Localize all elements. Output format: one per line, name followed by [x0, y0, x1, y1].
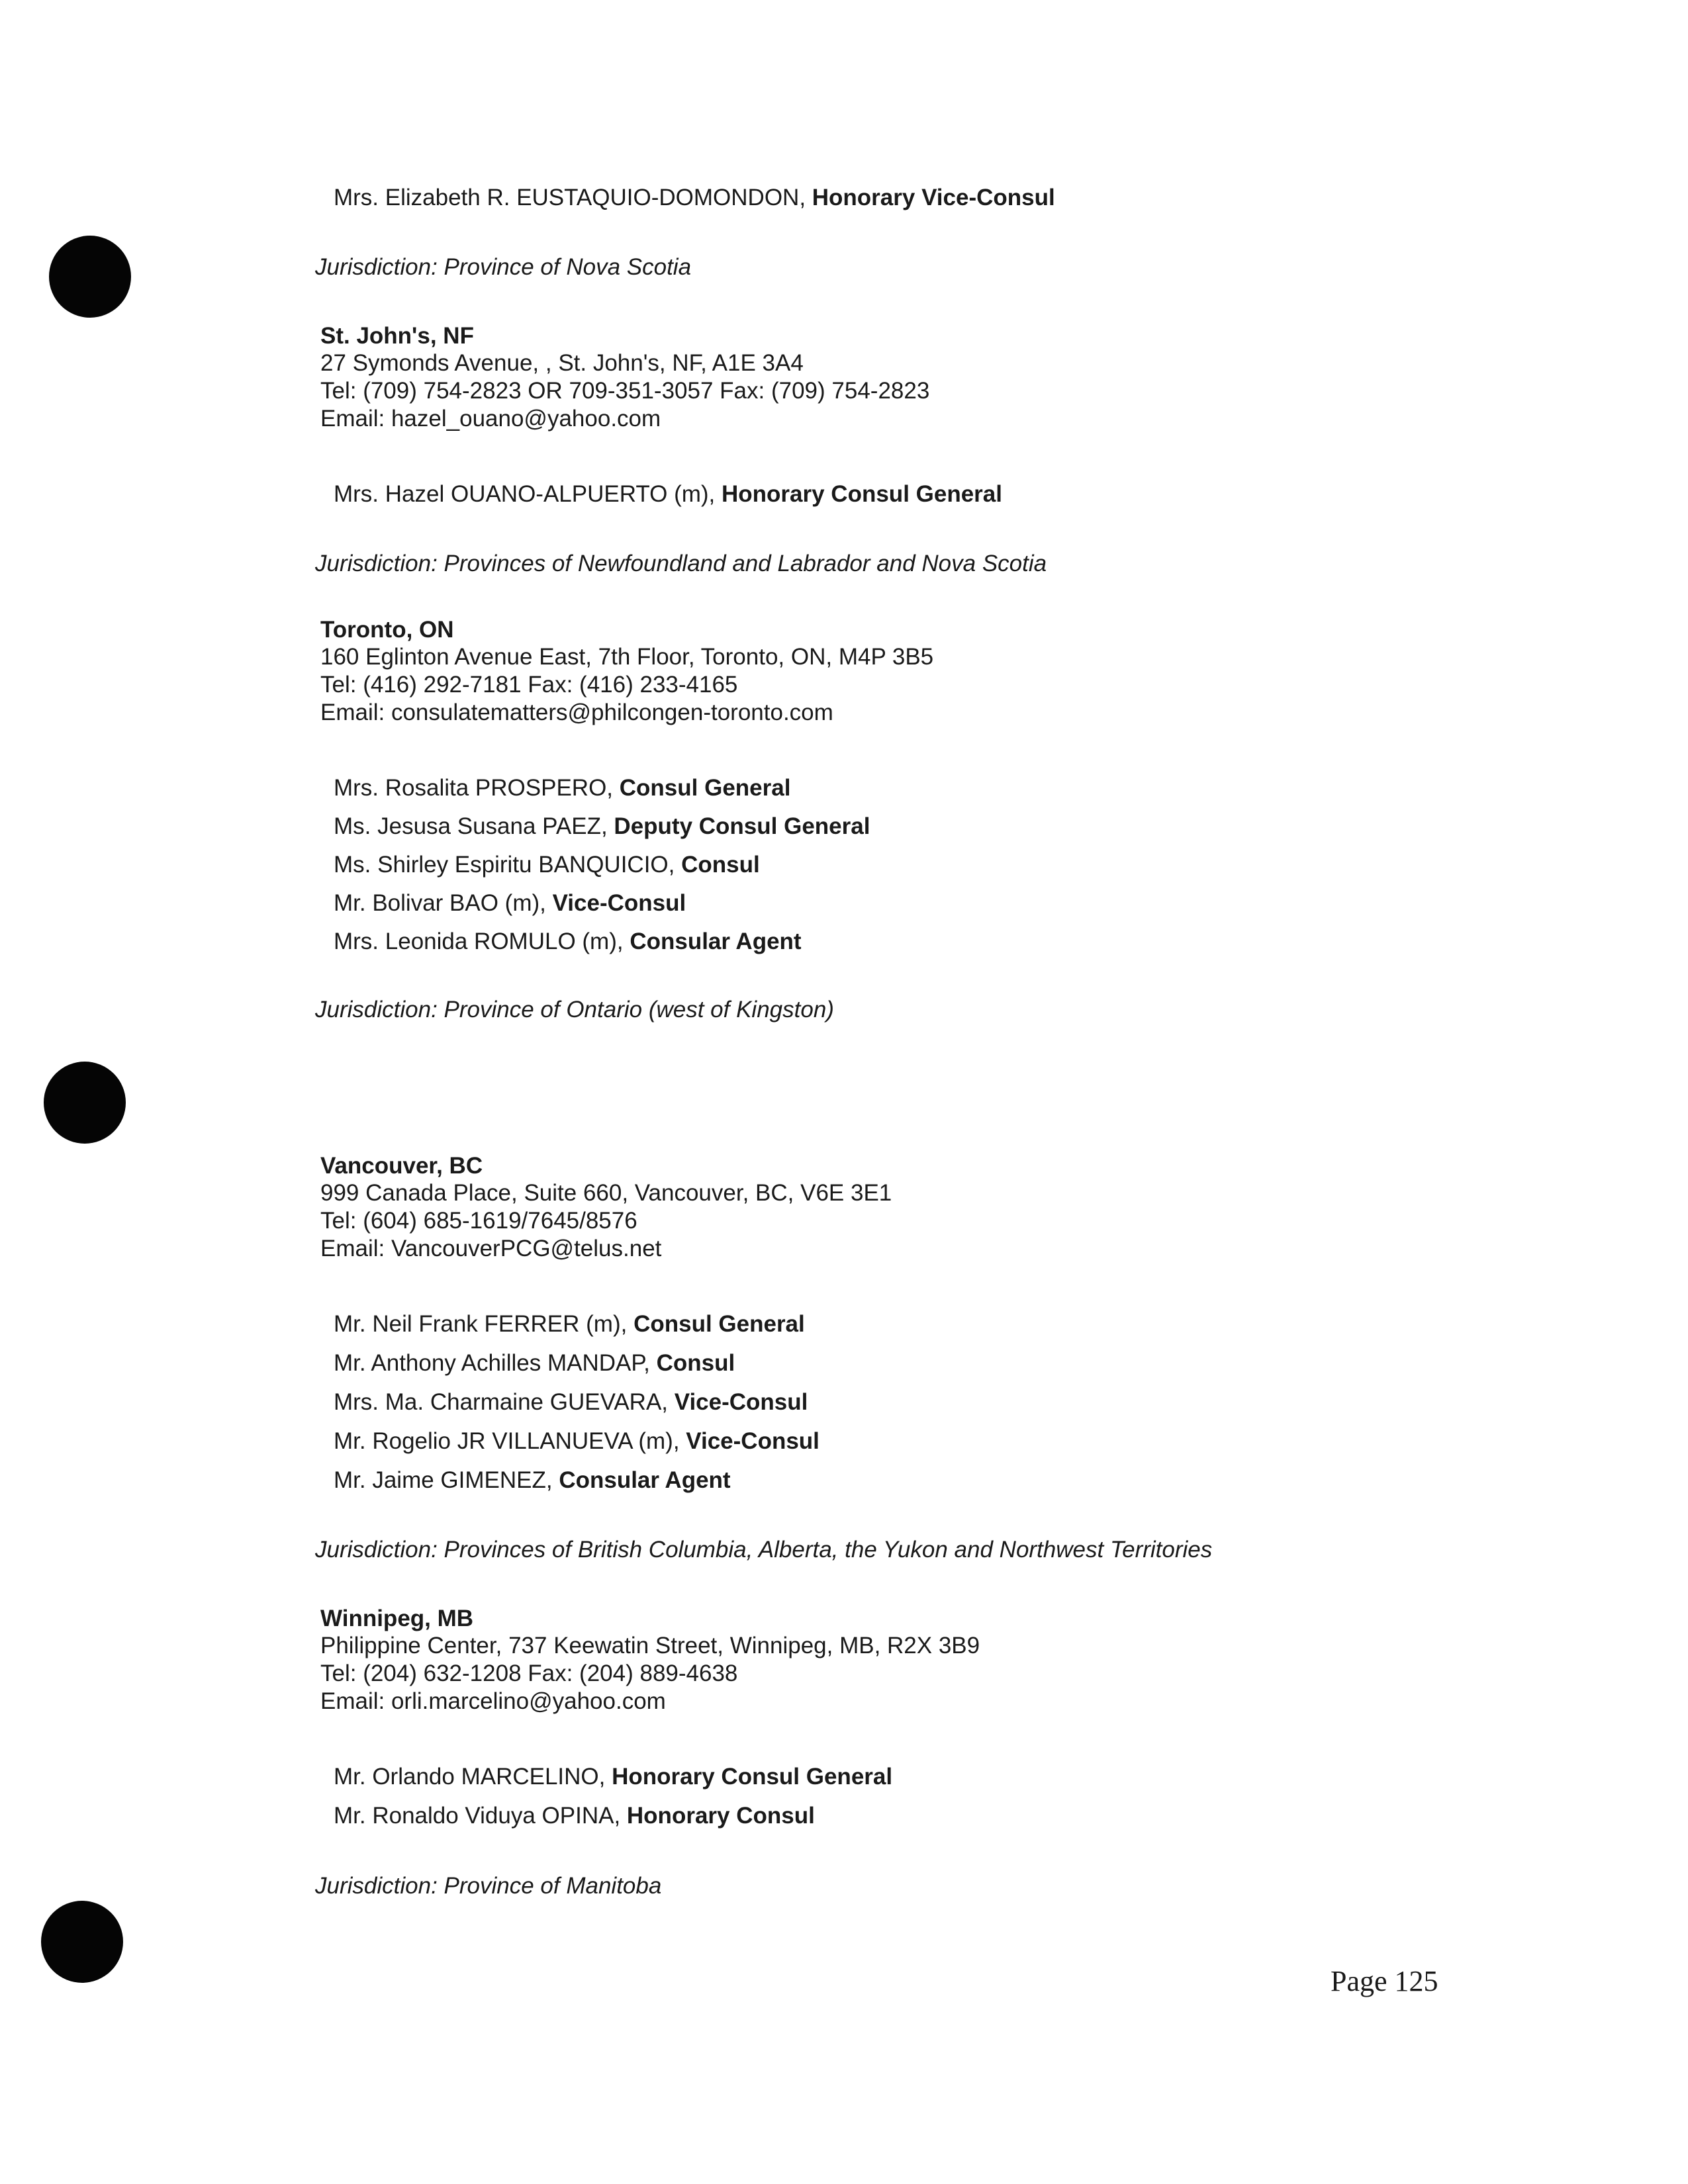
- official-entry: [334, 774, 790, 802]
- office-contact-st-johns: [320, 349, 929, 433]
- official-title: Consular Agent: [630, 929, 802, 954]
- office-phone: Tel: (604) 685-1619/7645/8576: [320, 1208, 637, 1234]
- official-entry: [334, 1763, 892, 1791]
- office-contact-toronto: [320, 643, 933, 727]
- official-entry: [334, 184, 1055, 212]
- jurisdiction-toronto: Jurisdiction: Province of Ontario (west of Kingston): [315, 997, 834, 1023]
- official-title: Consul: [681, 852, 760, 878]
- official-entry: [334, 1802, 815, 1830]
- official-title: Vice-Consul: [552, 890, 686, 916]
- official-name: Mrs. Ma. Charmaine GUEVARA,: [334, 1389, 675, 1415]
- official-title: Vice-Consul: [686, 1428, 820, 1454]
- official-name: Ms. Shirley Espiritu BANQUICIO,: [334, 852, 682, 878]
- official-name: Mrs. Elizabeth R. EUSTAQUIO-DOMONDON,: [334, 185, 812, 210]
- official-name: Mr. Bolivar BAO (m),: [334, 890, 553, 916]
- jurisdiction-st-johns: Jurisdiction: Provinces of Newfoundland and Labrador and Nova Scotia: [315, 551, 1047, 576]
- office-address: 27 Symonds Avenue, , St. John's, NF, A1E 3A4: [320, 350, 804, 376]
- official-entry: [334, 851, 760, 879]
- office-email: Email: hazel_ouano@yahoo.com: [320, 406, 661, 432]
- official-entry: [334, 889, 686, 917]
- official-title: Honorary Consul General: [612, 1764, 893, 1790]
- official-name: Mrs. Leonida ROMULO (m),: [334, 929, 630, 954]
- official-name: Ms. Jesusa Susana PAEZ,: [334, 813, 614, 839]
- binder-hole-middle: [44, 1062, 126, 1144]
- official-name: Mr. Ronaldo Viduya OPINA,: [334, 1803, 627, 1829]
- office-phone: Tel: (709) 754-2823 OR 709-351-3057 Fax: (709) 754-2823: [320, 378, 930, 404]
- official-title: Consul: [656, 1350, 735, 1376]
- page-number: Page 125: [1331, 1965, 1438, 1997]
- official-name: Mr. Neil Frank FERRER (m),: [334, 1311, 634, 1337]
- office-email: Email: VancouverPCG@telus.net: [320, 1236, 662, 1261]
- jurisdiction-vancouver: Jurisdiction: Provinces of British Columbia, Alberta, the Yukon and Northwest Territories: [315, 1537, 1213, 1563]
- official-title: Consular Agent: [559, 1467, 731, 1493]
- official-entry: [334, 1310, 805, 1338]
- official-entry: [334, 1467, 731, 1494]
- office-contact-winnipeg: [320, 1632, 980, 1715]
- jurisdiction-winnipeg: Jurisdiction: Province of Manitoba: [315, 1873, 662, 1899]
- office-heading-vancouver: Vancouver, BC: [320, 1153, 483, 1179]
- official-name: Mrs. Rosalita PROSPERO,: [334, 775, 620, 801]
- office-email: Email: consulatematters@philcongen-toronto.com: [320, 700, 833, 725]
- official-title: Deputy Consul General: [614, 813, 870, 839]
- official-title: Consul General: [619, 775, 791, 801]
- official-title: Honorary Vice-Consul: [812, 185, 1055, 210]
- office-heading-toronto: Toronto, ON: [320, 617, 454, 643]
- binder-hole-top: [49, 236, 131, 318]
- official-name: Mr. Orlando MARCELINO,: [334, 1764, 612, 1790]
- official-entry: [334, 480, 1002, 508]
- official-title: Honorary Consul General: [722, 481, 1002, 507]
- official-entry: [334, 813, 870, 841]
- official-entry: [334, 928, 802, 956]
- official-name: Mr. Rogelio JR VILLANUEVA (m),: [334, 1428, 686, 1454]
- official-entry: [334, 1349, 735, 1377]
- official-title: Consul General: [633, 1311, 805, 1337]
- official-title: Vice-Consul: [674, 1389, 808, 1415]
- jurisdiction-nova-scotia: Jurisdiction: Province of Nova Scotia: [315, 254, 692, 280]
- official-name: Mr. Jaime GIMENEZ,: [334, 1467, 559, 1493]
- official-name: Mr. Anthony Achilles MANDAP,: [334, 1350, 657, 1376]
- office-heading-winnipeg: Winnipeg, MB: [320, 1606, 474, 1631]
- official-entry: [334, 1428, 820, 1455]
- office-contact-vancouver: [320, 1179, 892, 1263]
- office-address: 160 Eglinton Avenue East, 7th Floor, Toronto, ON, M4P 3B5: [320, 644, 934, 670]
- office-address: 999 Canada Place, Suite 660, Vancouver, BC, V6E 3E1: [320, 1180, 892, 1206]
- official-entry: [334, 1388, 808, 1416]
- binder-hole-bottom: [41, 1901, 123, 1983]
- official-title: Honorary Consul: [626, 1803, 815, 1829]
- official-name: Mrs. Hazel OUANO-ALPUERTO (m),: [334, 481, 722, 507]
- office-phone: Tel: (204) 632-1208 Fax: (204) 889-4638: [320, 1661, 738, 1686]
- office-email: Email: orli.marcelino@yahoo.com: [320, 1688, 666, 1714]
- office-address: Philippine Center, 737 Keewatin Street, Winnipeg, MB, R2X 3B9: [320, 1633, 980, 1659]
- office-phone: Tel: (416) 292-7181 Fax: (416) 233-4165: [320, 672, 738, 698]
- office-heading-st-johns: St. John's, NF: [320, 323, 474, 349]
